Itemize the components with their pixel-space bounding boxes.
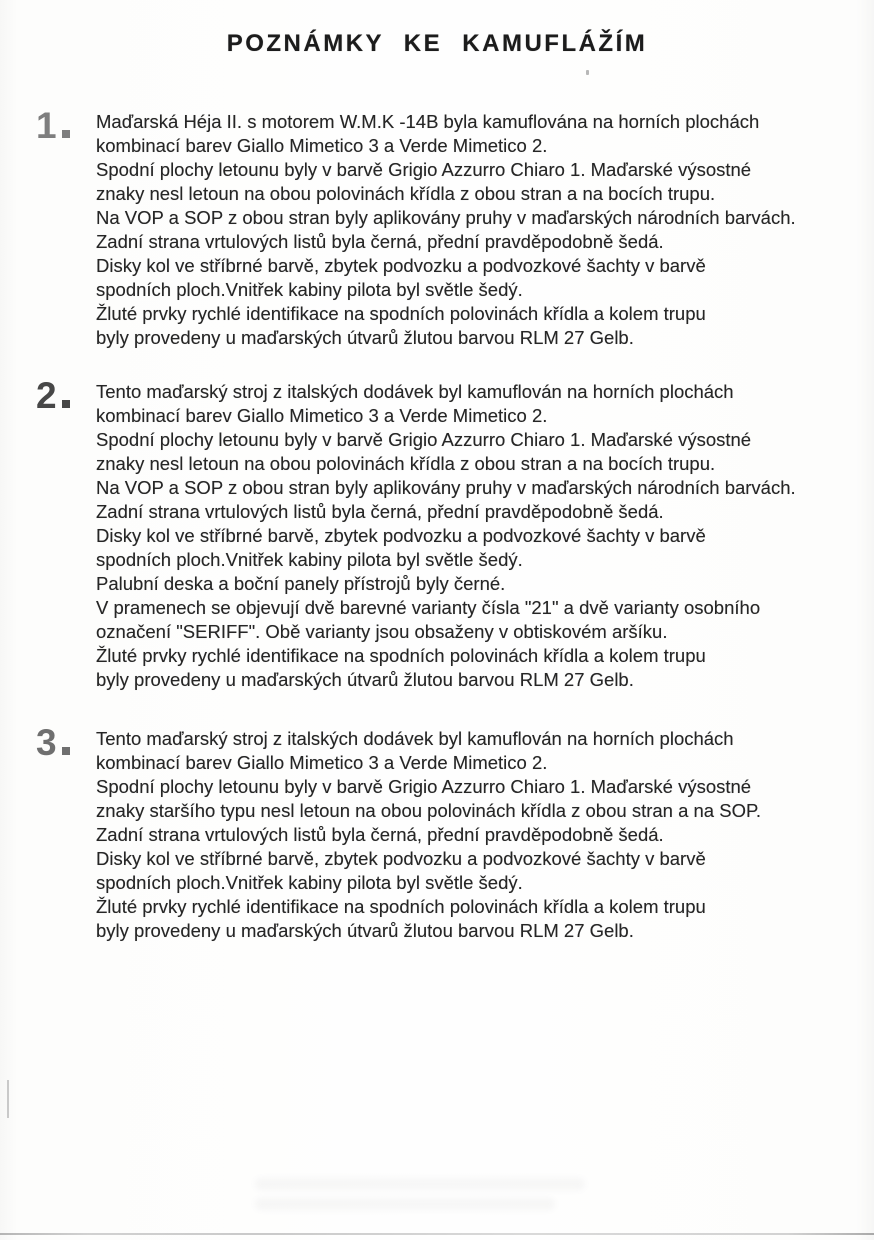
text-line: Žluté prvky rychlé identifikace na spodních polovinách křídla a kolem trupu: [96, 303, 706, 324]
text-line: Palubní deska a boční panely přístrojů byly černé.: [96, 573, 506, 594]
text-line: Zadní strana vrtulových listů byla černá, přední pravděpodobně šedá.: [96, 824, 664, 845]
text-line: byly provedeny u maďarských útvarů žlutou barvou RLM 27 Gelb.: [96, 669, 634, 690]
text-line: znaky nesl letoun na obou polovinách křídla z obou stran a na bocích trupu.: [96, 183, 716, 204]
scan-artifact-ghost-text: [255, 1198, 555, 1210]
note-number-digit: 3: [36, 722, 58, 763]
text-line: Žluté prvky rychlé identifikace na spodních polovinách křídla a kolem trupu: [96, 896, 706, 917]
note-number-digit: 2: [36, 375, 58, 416]
text-line: byly provedeny u maďarských útvarů žlutou barvou RLM 27 Gelb.: [96, 327, 634, 348]
note-body-2: [96, 380, 874, 692]
text-line: Disky kol ve stříbrné barvě, zbytek podvozku a podvozkové šachty v barvě: [96, 525, 706, 546]
note-number-digit: 1: [36, 105, 58, 146]
text-line: Žluté prvky rychlé identifikace na spodních polovinách křídla a kolem trupu: [96, 645, 706, 666]
text-line: označení "SERIFF". Obě varianty jsou obsaženy v obtiskovém aršíku.: [96, 621, 668, 642]
note-body-3: [96, 727, 874, 943]
note-paragraph-1: [0, 105, 874, 350]
note-paragraph-3: [0, 722, 874, 943]
text-line: Disky kol ve stříbrné barvě, zbytek podvozku a podvozkové šachty v barvě: [96, 255, 706, 276]
text-line: kombinací barev Giallo Mimetico 3 a Verde Mimetico 2.: [96, 405, 548, 426]
text-line: Zadní strana vrtulových listů byla černá, přední pravděpodobně šedá.: [96, 231, 664, 252]
text-line: kombinací barev Giallo Mimetico 3 a Verde Mimetico 2.: [96, 752, 548, 773]
scan-artifact-edge-mark: [7, 1080, 9, 1118]
page-title: POZNÁMKY KE KAMUFLÁŽÍM: [226, 30, 648, 57]
note-number-3: [36, 723, 70, 763]
square-period-mark: [62, 400, 70, 408]
text-line: Maďarská Héja II. s motorem W.M.K -14B byla kamuflována na horních plochách: [96, 111, 760, 132]
text-line: znaky staršího typu nesl letoun na obou polovinách křídla z obou stran a na SOP.: [96, 800, 762, 821]
text-line: spodních ploch.Vnitřek kabiny pilota byl světle šedý.: [96, 872, 523, 893]
text-line: byly provedeny u maďarských útvarů žlutou barvou RLM 27 Gelb.: [96, 920, 634, 941]
text-line: Zadní strana vrtulových listů byla černá, přední pravděpodobně šedá.: [96, 501, 664, 522]
note-paragraph-2: [0, 375, 874, 692]
text-line: Na VOP a SOP z obou stran byly aplikovány pruhy v maďarských národních barvách.: [96, 207, 796, 228]
text-line: Disky kol ve stříbrné barvě, zbytek podvozku a podvozkové šachty v barvě: [96, 848, 706, 869]
note-number-1: [36, 106, 70, 146]
text-line: V pramenech se objevují dvě barevné varianty čísla "21" a dvě varianty osobního: [96, 597, 761, 618]
text-line: Na VOP a SOP z obou stran byly aplikovány pruhy v maďarských národních barvách.: [96, 477, 796, 498]
text-line: Tento maďarský stroj z italských dodávek byl kamuflován na horních plochách: [96, 381, 734, 402]
scan-artifact-ghost-text: [255, 1178, 585, 1190]
text-line: znaky nesl letoun na obou polovinách křídla z obou stran a na bocích trupu.: [96, 453, 716, 474]
text-line: Spodní plochy letounu byly v barvě Grigio Azzurro Chiaro 1. Maďarské výsostné: [96, 776, 752, 797]
square-period-mark: [62, 130, 70, 138]
scan-artifact-bottom-line: [0, 1233, 874, 1235]
scan-artifact-speck: [586, 70, 589, 75]
text-line: kombinací barev Giallo Mimetico 3 a Verde Mimetico 2.: [96, 135, 548, 156]
text-line: spodních ploch.Vnitřek kabiny pilota byl světle šedý.: [96, 279, 523, 300]
text-line: Tento maďarský stroj z italských dodávek byl kamuflován na horních plochách: [96, 728, 734, 749]
square-period-mark: [62, 747, 70, 755]
text-line: Spodní plochy letounu byly v barvě Grigio Azzurro Chiaro 1. Maďarské výsostné: [96, 429, 752, 450]
note-number-2: [36, 376, 70, 416]
note-body-1: [96, 110, 874, 350]
text-line: Spodní plochy letounu byly v barvě Grigio Azzurro Chiaro 1. Maďarské výsostné: [96, 159, 752, 180]
text-line: spodních ploch.Vnitřek kabiny pilota byl světle šedý.: [96, 549, 523, 570]
